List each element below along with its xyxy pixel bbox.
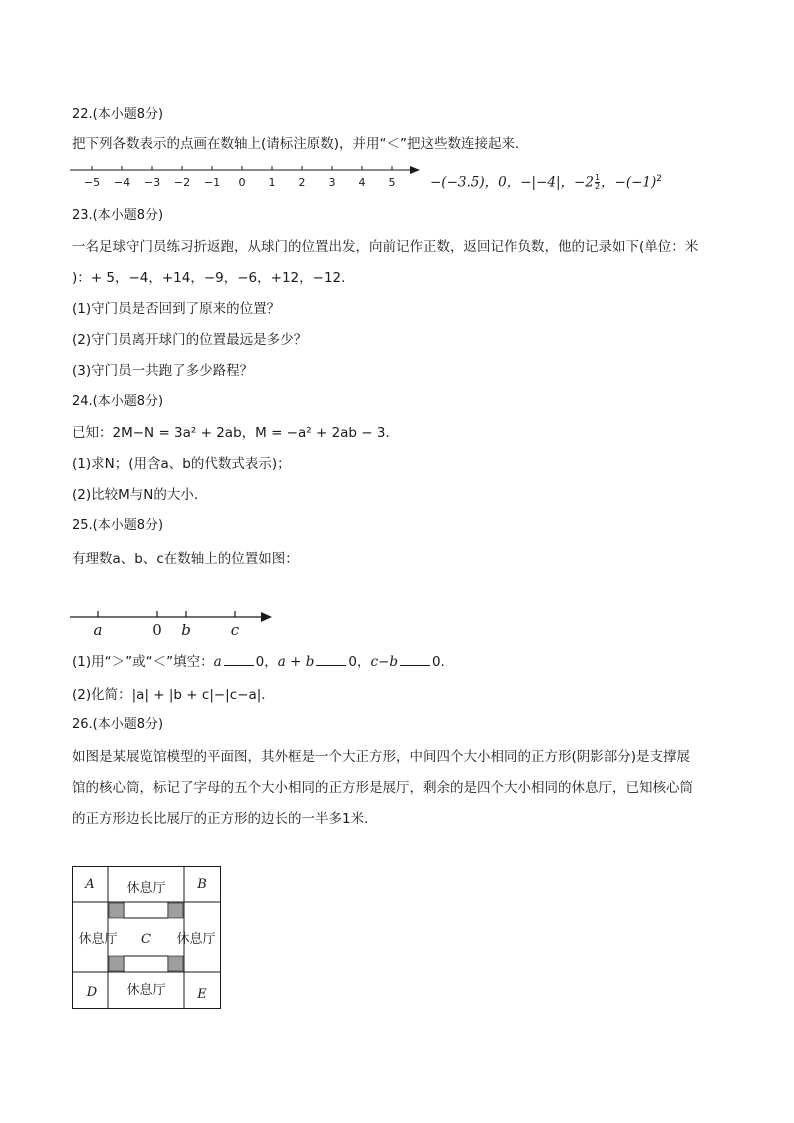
q25-sub1-a: a [213,654,222,670]
q22-tick-label: 1 [268,176,276,189]
lounge-right-label: 休息厅 [176,932,216,947]
q23-line2: )：+ 5，−4，+14，−9，−6，+12，−12． [72,270,355,286]
lounge-bottom-label: 休息厅 [126,983,166,998]
q25-blank-2[interactable] [316,653,346,666]
q22-tick-label: 0 [238,176,246,189]
q25-sub1-end: 0. [431,654,445,670]
q25-label-c: c [230,621,240,639]
q24-sub1: (1)求N；(用含a、b的代数式表示)； [72,456,291,472]
lounge-top-label: 休息厅 [126,881,166,896]
q25-sub1-cmb: c−b [370,654,398,670]
q22-heading: 22.(本小题8分) [72,107,164,122]
core-square-br [168,956,183,971]
q22-tick-label: −2 [173,176,191,189]
q22-numbers-b: ，−(−1) [601,174,657,191]
q22-tick-label: −3 [143,176,161,189]
q25-sub2: (2)化简：|a| + |b + c|−|c−a|． [72,687,275,703]
q26-line1: 如图是某展览馆模型的平面图，其外框是一个大正方形，中间四个大小相同的正方形(阴影部分)是支撑展 [72,749,691,765]
q22-numbers-a: −(−3.5)，0，−|−4|，−2 [430,174,594,191]
q26-heading: 26.(本小题8分) [72,717,164,732]
q26-floor-plan [72,866,222,1010]
q25-number-line [70,605,280,641]
q25-blank-3[interactable] [400,653,430,666]
q22-frac-den: 2 [594,182,601,191]
q22-tick-label: 3 [328,176,336,189]
q25-heading: 25.(本小题8分) [72,518,164,533]
q22-number-line [70,160,430,192]
q25-sub1: (1)用“＞”或“＜”填空：a 0，a + b 0，c−b 0. [72,654,445,670]
q22-tick-label: 5 [388,176,396,189]
q23-sub2: (2)守门员离开球门的位置最远是多少？ [72,332,308,348]
q25-label-b: b [181,621,191,639]
hall-a-label: A [85,877,95,892]
q25-sub1-zero1: 0 [255,654,265,670]
q23-sub3: (3)守门员一共跑了多少路程？ [72,363,254,379]
q24-sub2: (2)比较M与N的大小． [72,487,208,503]
q25-label-zero: 0 [152,621,162,639]
hall-b-label: B [197,877,207,892]
q22-fraction [595,174,600,191]
q23-sub1: (1)守门员是否回到了原来的位置？ [72,301,281,317]
q25-sub1-prefix: (1)用“＞”或“＜”填空： [72,654,214,670]
q25-text: 有理数a、b、c在数轴上的位置如图： [72,551,299,567]
q22-tick-label: 2 [298,176,306,189]
hall-c-label: C [141,932,151,947]
q23-line1: 一名足球守门员练习折返跑，从球门的位置出发，向前记作正数，返回记作负数，他的记录如下(单位：米 [72,239,699,255]
q22-numbers [430,170,662,192]
q22-tick-label: −5 [83,176,101,189]
q22-text: 把下列各数表示的点画在数轴上(请标注原数)，并用“＜”把这些数连接起来． [72,136,529,152]
q25-blank-1[interactable] [224,653,254,666]
core-square-bl [109,956,124,971]
core-square-tl [109,903,124,918]
q23-heading: 23.(本小题8分) [72,208,164,223]
q25-sub1-zero2: 0 [348,654,357,670]
q22-tick-label: −4 [113,176,131,189]
q26-line2: 馆的核心筒，标记了字母的五个大小相同的正方形是展厅，剩余的是四个大小相同的休息厅，已知核心筒 [72,780,693,796]
q26-line3: 的正方形边长比展厅的正方形的边长的一半多1米． [72,811,378,827]
q22-tick-label: −1 [203,176,221,189]
q25-label-a: a [93,621,103,639]
q22-power: 2 [656,174,663,184]
q22-frac-num: 1 [594,173,601,182]
core-square-tr [168,903,183,918]
q24-given: 已知：2M−N = 3a² + 2ab，M = −a² + 2ab − 3． [72,425,399,441]
q22-tick-label: 4 [358,176,366,189]
hall-d-label: D [86,985,98,1000]
q24-heading: 24.(本小题8分) [72,394,164,409]
hall-e-label: E [197,987,207,1002]
lounge-left-label: 休息厅 [78,932,118,947]
q25-sub1-apb: a + b [277,654,315,670]
